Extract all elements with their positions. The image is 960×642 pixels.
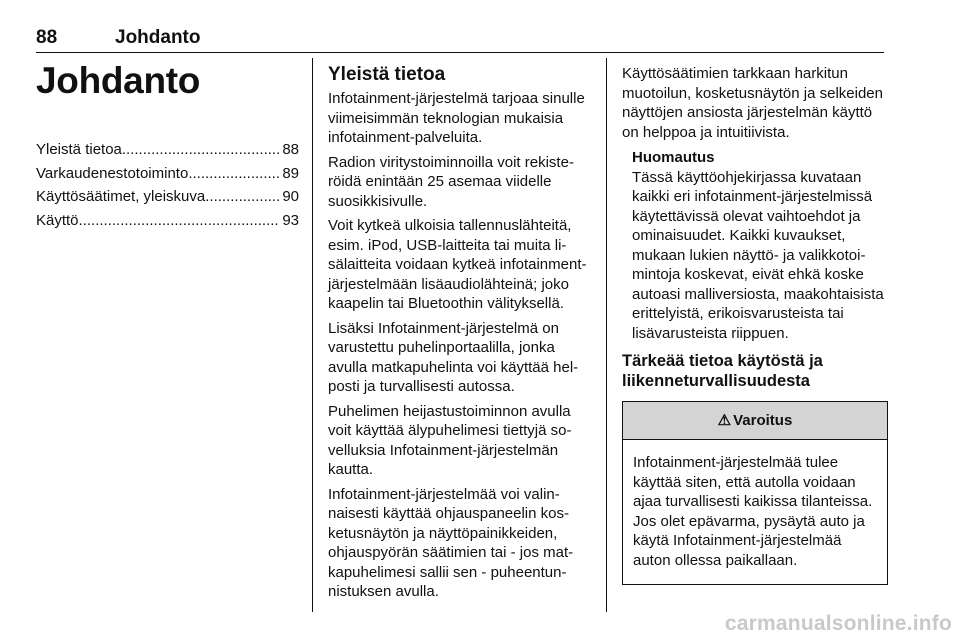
section-heading: Yleistä tietoa <box>328 64 446 85</box>
body-paragraphs <box>328 89 592 602</box>
body-paragraph: Infotainment-järjestelmä tarjoaa sinulle viimeisimmän teknologian mukaisia infotainment-palveluita. <box>328 90 585 146</box>
watermark: carmanualsonline.info <box>724 612 952 635</box>
subsection-heading: Tärkeää tietoa käytöstä ja liikenneturvallisuudesta <box>622 352 823 390</box>
body-paragraph: Infotainment-järjestelmää voi valinnaisesti käyttää ohjauspaneelin kosketusnäytön ja näyttöpainikkeiden, ohjauspyörän säätimien tai - jos matkapuhelimesi sallii sen - puheentunnistuksen avulla. <box>328 485 574 600</box>
toc-entry-page: 89 <box>282 164 299 182</box>
toc-entry-page: 88 <box>282 141 299 158</box>
warning-triangle-icon: ⚠ <box>717 412 732 429</box>
toc-leader-dots <box>79 209 281 233</box>
toc-leader-dots <box>122 138 280 162</box>
column-divider <box>606 58 607 612</box>
toc-entry[interactable] <box>36 209 299 233</box>
running-header-title: Johdanto <box>115 27 201 48</box>
warning-box <box>622 401 888 585</box>
warning-text: Infotainment-järjestelmää tulee käyttää siten, että autolla voidaan ajaa turvallisesti kaikissa tilanteissa. Jos olet epävarma, pysäytä auto ja käytä Infotainment-järjestelmää auton ollessa paikallaan. <box>633 454 873 569</box>
toc-column <box>36 60 299 232</box>
body-paragraph: Lisäksi Infotainment-järjestelmä on varustettu puhelinportaalilla, jonka avulla matkapuhelinta voi käyttää helposti ja turvallisesti autossa. <box>328 319 579 395</box>
toc-entry-label: Käyttö <box>36 211 79 229</box>
content-column-2 <box>328 64 592 607</box>
body-paragraph: Radion viritystoiminnoilla voit rekisteröidä enintään 25 asemaa viidelle suosikkisivulle. <box>328 153 574 210</box>
intro-paragraph: Käyttösäätimien tarkkaan harkitun muotoilun, kosketusnäytön ja selkeiden näyttöjen ansiosta järjestelmän käyttö on helppoa ja intuitiivista. <box>622 65 883 141</box>
toc-entry[interactable] <box>36 185 299 209</box>
body-paragraph: Puhelimen heijastustoiminnon avulla voit käyttää älypuhelimesi tiettyjä sovelluksia Infotainment-järjestelmän kautta. <box>328 402 572 478</box>
warning-header <box>623 402 887 440</box>
column-divider <box>312 58 313 612</box>
toc-entry-page: 90 <box>282 188 299 205</box>
chapter-title: Johdanto <box>36 60 201 101</box>
note-block <box>632 148 888 343</box>
note-title: Huomautus <box>632 149 715 166</box>
toc-entry[interactable] <box>36 162 299 186</box>
toc-entry-label: Käyttösäätimet, yleiskuva <box>36 188 206 205</box>
warning-title: Varoitus <box>733 412 793 429</box>
toc-leader-dots <box>188 162 280 186</box>
header-rule <box>36 52 884 53</box>
note-text: Tässä käyttöohjekirjassa kuvataan kaikki eri infotainment-järjestelmissä käytettävissä olevat vaihtoehdot ja ominaisuudet. Kaikki kuvaukset, mukaan lukien näyttö- ja valikkotoimintoja koskevat, eivät ehkä koske autoasi malliversiosta, maakohtaisista erittelyistä, erikoisvarusteista tai lisävarusteista riippuen. <box>632 168 884 342</box>
body-paragraph: Voit kytkeä ulkoisia tallennuslähteitä, esim. iPod, USB-laitteita tai muita lisälaitteita voidaan kytkeä infotainment-järjestelmään lisäaudiolähteinä; joko kaapelin tai Bluetoothin välityksellä. <box>328 217 587 312</box>
toc-entry-page: 93 <box>282 211 299 229</box>
toc-list <box>36 138 299 232</box>
toc-entry-label: Varkaudenestotoiminto <box>36 164 189 182</box>
content-column-3 <box>622 64 888 585</box>
toc-entry[interactable] <box>36 138 299 162</box>
page-number: 88 <box>36 27 58 48</box>
toc-entry-label: Yleistä tietoa <box>36 141 122 158</box>
toc-leader-dots <box>205 185 280 209</box>
